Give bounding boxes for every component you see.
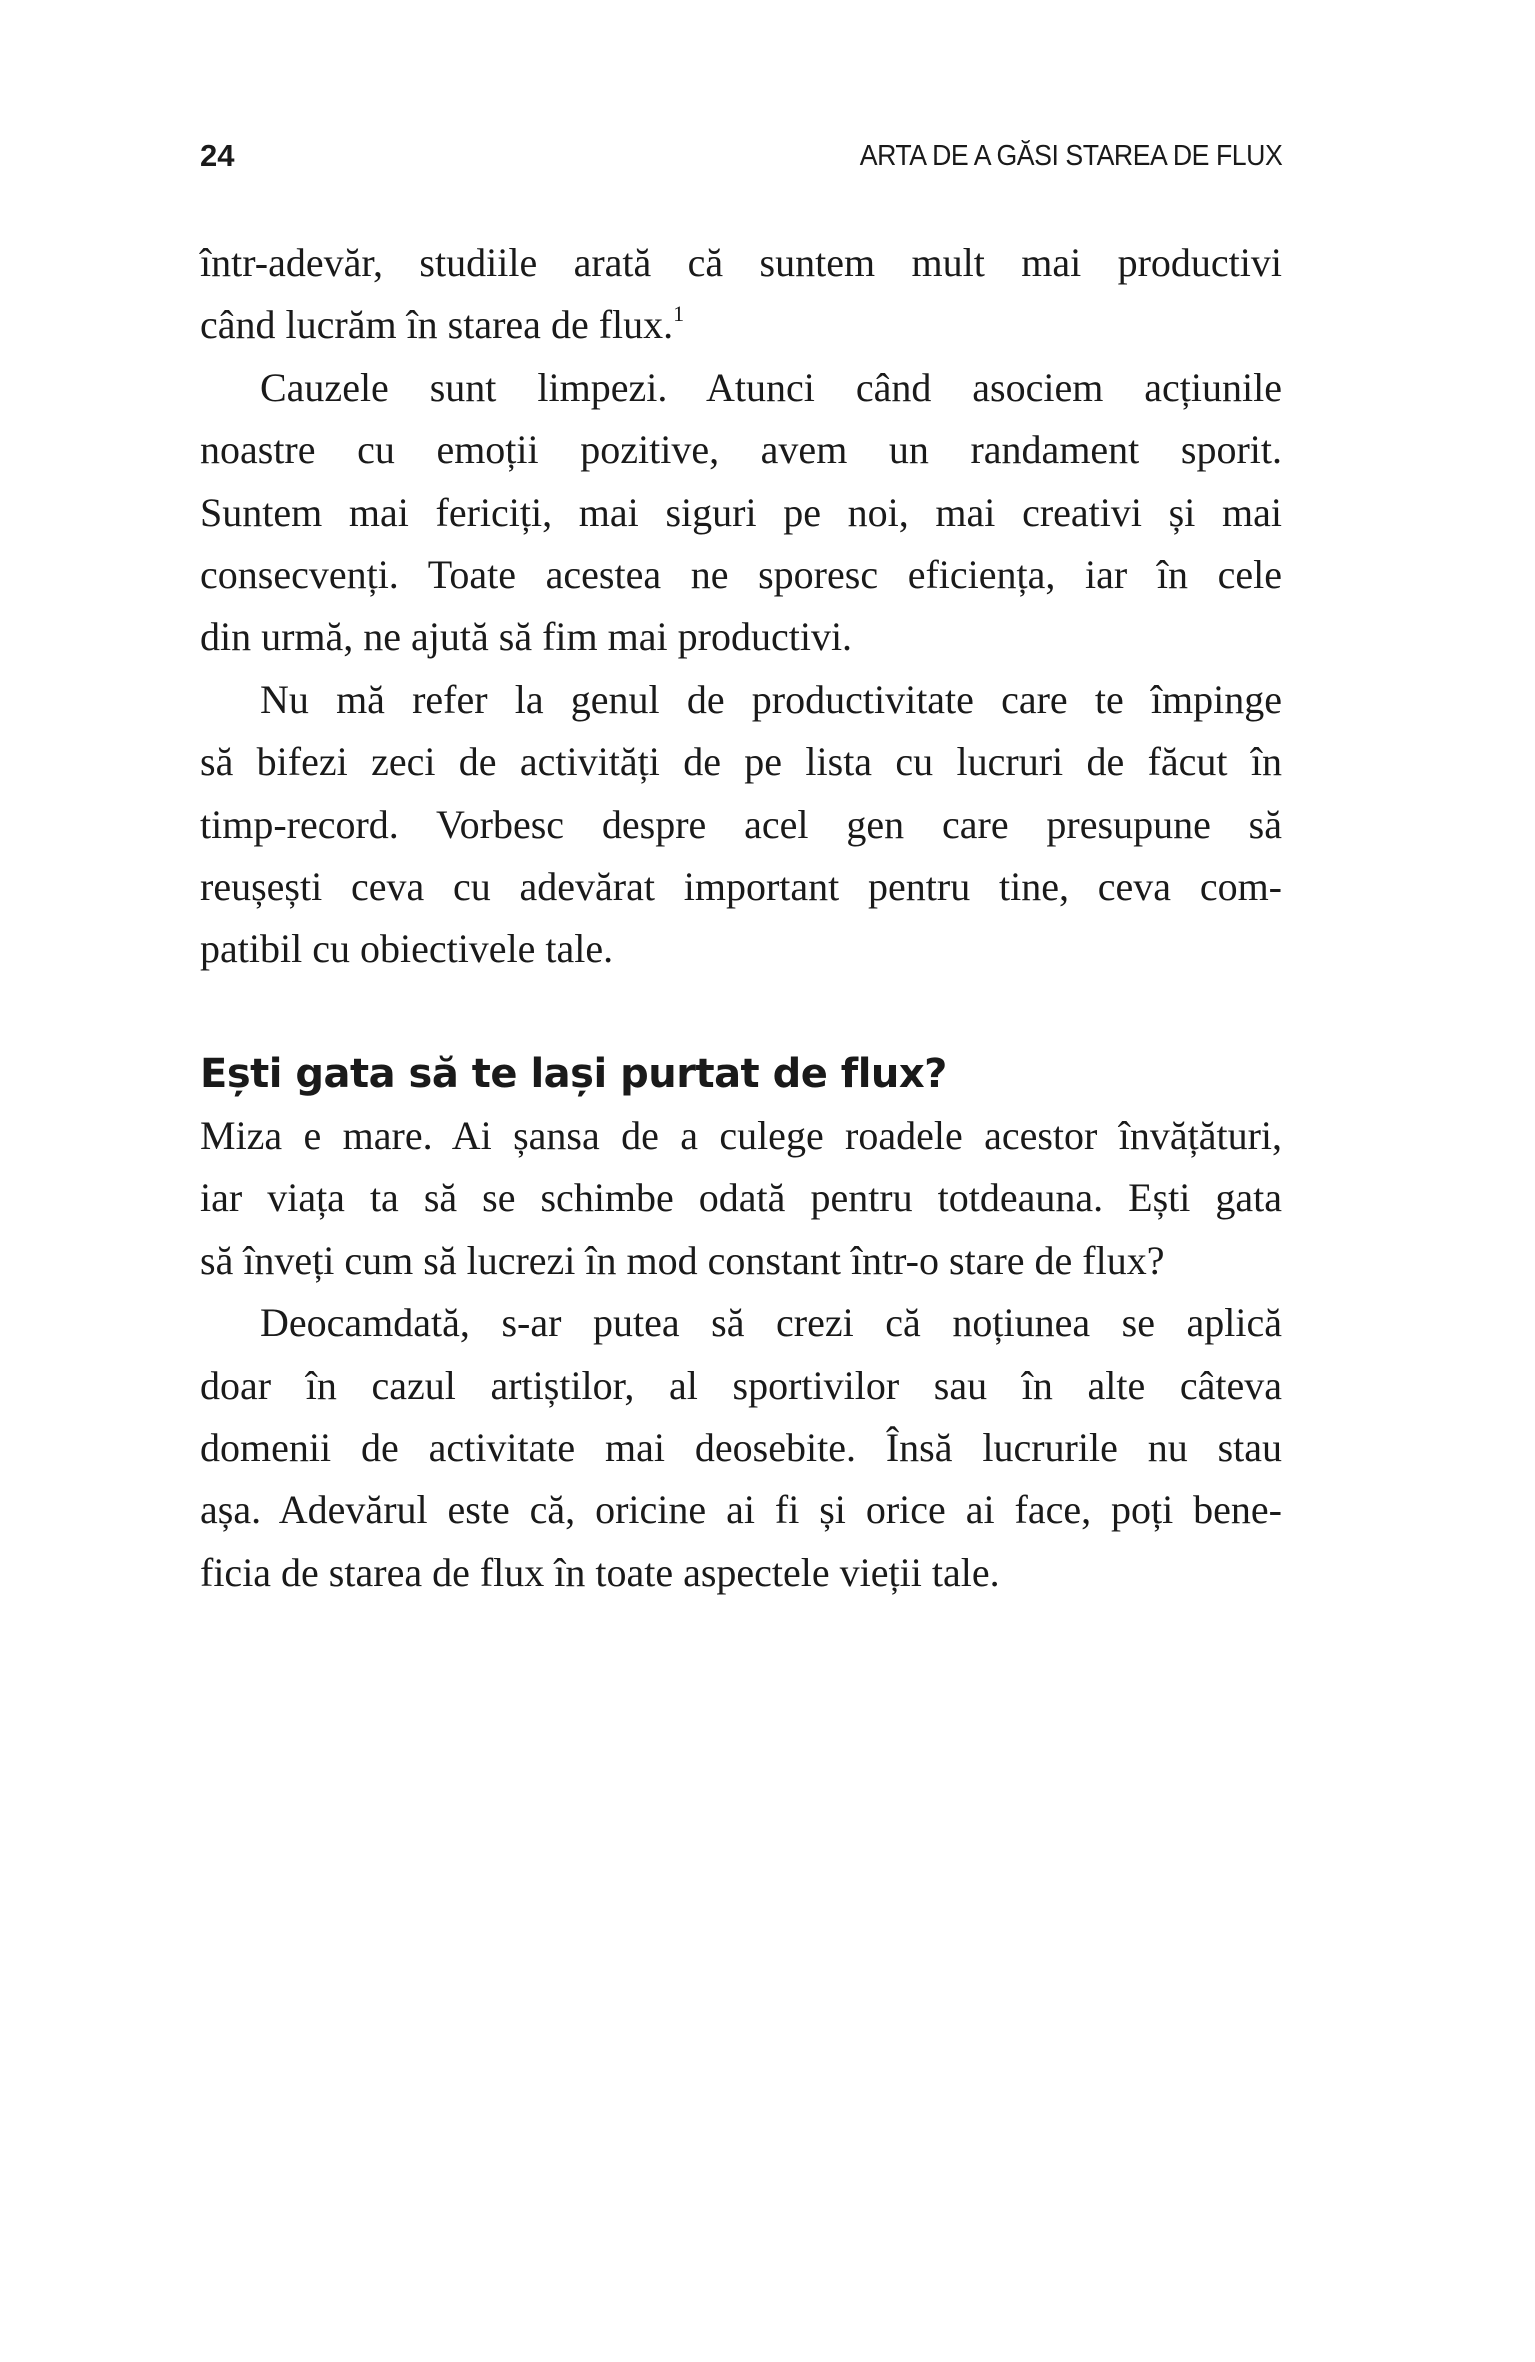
text-line: Nu mă refer la genul de productivitate care te împinge [260,676,1282,722]
text-line: Cauzele sunt limpezi. Atunci când asociem acțiunile [260,364,1282,410]
spacer [200,981,1282,1043]
text-line: să înveți cum să lucrezi în mod constant într-o stare de flux? [200,1237,1165,1283]
text-line: ficia de starea de flux în toate aspectele vieții tale. [200,1549,1000,1595]
section-heading: Ești gata să te lași purtat de flux? [200,1050,947,1097]
text-line: să bifezi zeci de activități de pe lista cu lucruri de făcut în [200,739,1282,785]
paragraph [200,1105,1282,1292]
text-line: Miza e mare. Ai șansa de a culege roadele acestor învățături, [200,1113,1282,1159]
text-line: patibil cu obiectivele tale. [200,926,614,972]
text-line: iar viața ta să se schimbe odată pentru totdeauna. Ești gata [200,1175,1282,1221]
text-line: doar în cazul artiștilor, al sportivilor sau în alte câteva [200,1362,1282,1408]
text-line: într-adevăr, studiile arată că suntem mult mai productivi [200,240,1282,285]
text-line: Deocamdată, s-ar putea să crezi că noțiunea se aplică [260,1300,1282,1346]
text-line: reușești ceva cu adevărat important pentru tine, ceva com- [200,863,1282,909]
page-number: 24 [200,138,235,173]
text-line: așa. Adevărul este că, oricine ai fi și orice ai face, poți bene- [200,1487,1282,1533]
paragraph [200,1292,1282,1604]
text-line: noastre cu emoții pozitive, avem un randament sporit. [200,427,1282,473]
text-line [200,294,1282,356]
text-line: timp-record. Vorbesc despre acel gen care presupune să [200,801,1282,847]
paragraph [200,669,1282,981]
text-line: din urmă, ne ajută să fim mai productivi. [200,614,853,660]
text-line-content: când lucrăm în starea de flux. [200,302,674,348]
running-header [200,126,1282,186]
page-body [200,232,1282,1604]
footnote-ref[interactable]: 1 [673,301,685,327]
text-line: consecvenți. Toate acestea ne sporesc eficiența, iar în cele [200,551,1282,597]
text-line: Suntem mai fericiți, mai siguri pe noi, mai creativi și mai [200,489,1282,535]
paragraph [200,357,1282,669]
text-line: domenii de activitate mai deosebite. Însă lucrurile nu stau [200,1425,1282,1471]
running-title: ARTA DE A GĂSI STAREA DE FLUX [859,140,1282,172]
paragraph [200,232,1282,357]
